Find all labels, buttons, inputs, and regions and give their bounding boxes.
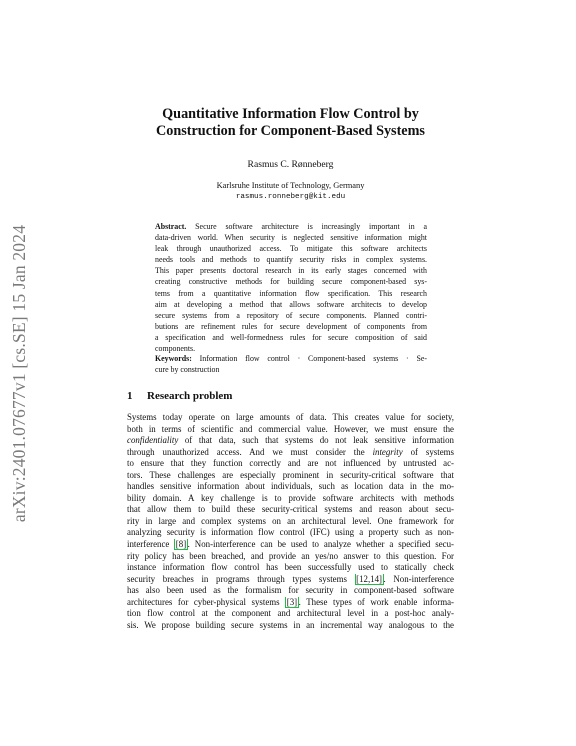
- abstract-line: a specification and well-formedness rules for secure composition of said: [155, 332, 427, 342]
- abstract-line: data-driven world. When security is neglected sensitive information might: [155, 233, 427, 243]
- title-line-1: Quantitative Information Flow Control by: [162, 106, 419, 122]
- body-line: interference [8] . Non-interference can be used to analyze whether a specified secu-: [127, 539, 454, 550]
- body-line: handles sensitive information about individuals, such as location data in the mo-: [127, 481, 454, 492]
- citation-link[interactable]: [8]: [175, 539, 187, 550]
- body-line: has also been used as the formalism for security in component-based software: [127, 585, 454, 596]
- body-line: bility domain. A key challenge is to provide software architects with methods: [127, 492, 454, 503]
- body-line: confidentiality of that data, such that systems do not leak sensitive information: [127, 435, 454, 446]
- body-line: tors. These challenges are especially prominent in security-critical software that: [127, 469, 454, 480]
- citation-link[interactable]: [3]: [286, 596, 298, 607]
- abstract-line: Abstract. Secure software architecture is increasingly important in a: [155, 222, 427, 231]
- author-email: rasmus.ronneberg@kit.edu: [235, 193, 346, 201]
- arxiv-identifier-text: arXiv:2401.07677v1 [cs.SE] 15 Jan 2024: [9, 224, 30, 522]
- keywords: [155, 353, 427, 375]
- section-heading: [127, 390, 454, 402]
- section-title: Research problem: [147, 390, 233, 402]
- body-line: to ensure that they function correctly and are not influenced by untrusted ac-: [127, 458, 454, 469]
- keywords-line: Keywords: Information flow control · Component-based systems · Se-: [155, 354, 427, 363]
- keywords-label: Keywords:: [155, 354, 192, 363]
- abstract-line: This paper presents doctoral research in its early stages concerned with: [155, 266, 427, 276]
- body-line: that allow them to build these security-critical systems and reason about secu-: [127, 504, 454, 515]
- body-line: security breaches in programs through types systems [12,14] . Non-interference: [127, 573, 454, 584]
- abstract-line: creating constructive methods for building secure component-based sys-: [155, 277, 427, 287]
- abstract-line: leak through unauthorized access. To mitigate this software architects: [155, 244, 427, 254]
- arxiv-identifier: [4, 208, 36, 538]
- body-line: rity in large and complex systems on an architectural level. One framework for: [127, 515, 454, 526]
- body-line: through unauthorized access. And we must consider the integrity of systems: [127, 446, 454, 457]
- abstract-line: secure systems from a repository of secure components. Planned contri-: [155, 310, 427, 320]
- body-line: both in terms of scientific and commercial value. However, we must ensure the: [127, 423, 454, 434]
- abstract-line: butions are refinement rules for secure development of components from: [155, 321, 427, 331]
- emphasis-integrity: integrity: [372, 446, 403, 457]
- section-number: 1: [127, 390, 133, 402]
- author-name: Rasmus C. Rønneberg: [247, 159, 334, 170]
- abstract-line: needs tools and methods to quantify security risks in complex systems.: [155, 255, 427, 265]
- body-line: tion flow control at the component and architectural level in a post-hoc analy-: [127, 608, 454, 619]
- body-paragraph: [127, 412, 454, 631]
- abstract-line: components.: [155, 344, 196, 354]
- abstract: [155, 221, 427, 354]
- abstract-label: Abstract.: [155, 222, 187, 231]
- emphasis-confidentiality: confidentiality: [127, 435, 179, 446]
- body-line: analyzing security is information flow control (IFC) using a property such as non-: [127, 527, 454, 538]
- paper-title: [127, 106, 454, 140]
- body-line: instance information flow control has been successfully used to statically check: [127, 562, 454, 573]
- citation-link[interactable]: [12,14]: [356, 573, 383, 584]
- author-affiliation: Karlsruhe Institute of Technology, Germany: [216, 181, 365, 190]
- body-line: sis. We propose building secure systems in an incremental way analogous to the: [127, 619, 454, 630]
- abstract-line: tems from a quantitative information flow specification. This research: [155, 288, 427, 298]
- body-line: Systems today operate on large amounts of data. This creates value for society,: [127, 412, 454, 422]
- title-line-2: Construction for Component-Based Systems: [156, 123, 425, 139]
- keywords-line: cure by construction: [155, 365, 220, 375]
- body-line: architectures for cyber-physical systems [3] . These types of work enable informa-: [127, 596, 454, 607]
- abstract-line: aim at developing a method that allows software architects to develop: [155, 299, 427, 309]
- body-line: rity policy has been breached, and provide an yes/no answer to this question. For: [127, 550, 454, 561]
